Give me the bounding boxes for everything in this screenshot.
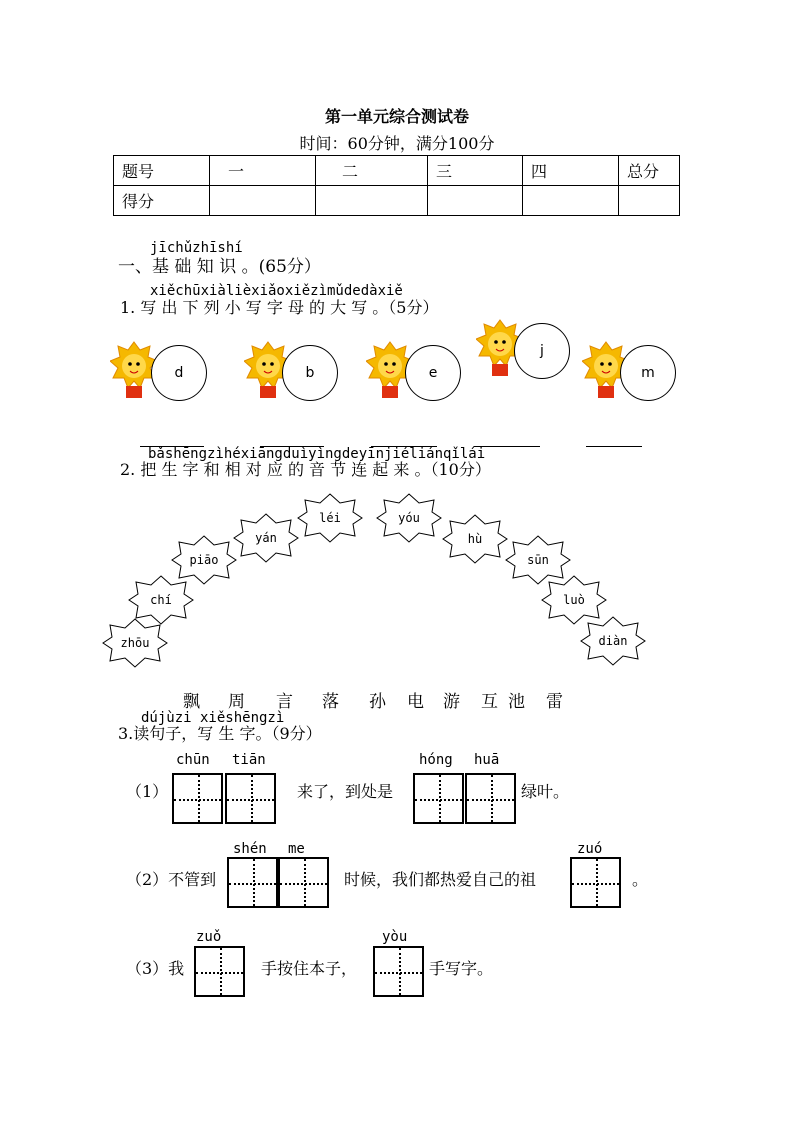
pinyin-label: zuǒ: [196, 929, 222, 945]
letter-circle-m: m: [620, 345, 676, 401]
q3-prompt: 3.读句子，写 生 字。（9分）: [118, 724, 322, 743]
writing-grid[interactable]: [172, 773, 223, 824]
char-item: 孙: [369, 692, 386, 712]
score-input-cell[interactable]: [210, 186, 316, 216]
table-row: [114, 186, 680, 216]
table-cell: 得分: [114, 186, 210, 216]
char-item: 池: [508, 692, 525, 712]
table-cell: 二: [316, 156, 428, 186]
syllable-card: sūn: [505, 535, 571, 585]
writing-grid[interactable]: [413, 773, 464, 824]
score-input-cell[interactable]: [523, 186, 619, 216]
syllable-card: luò: [541, 575, 607, 625]
writing-grid[interactable]: [227, 857, 278, 908]
section1-title: 一、基 础 知 识 。(65分）: [118, 257, 321, 277]
writing-grid[interactable]: [225, 773, 276, 824]
answer-blank[interactable]: [586, 446, 642, 447]
sentence-text: 。: [632, 870, 649, 889]
pinyin-label: shén: [233, 841, 267, 857]
writing-grid[interactable]: [465, 773, 516, 824]
table-cell: 一: [210, 156, 316, 186]
table-row: [114, 156, 680, 186]
pinyin-label: tiān: [232, 752, 266, 768]
table-cell: 题号: [114, 156, 210, 186]
char-item: 电: [407, 692, 424, 712]
q1-prompt: 1. 写 出 下 列 小 写 字 母 的 大 写 。（5分）: [120, 298, 439, 317]
char-item: 言: [276, 692, 293, 712]
syllable-card: piāo: [171, 535, 237, 585]
table-cell: 总分: [619, 156, 680, 186]
sentence-text: 时候，我们都热爱自己的祖: [344, 870, 537, 889]
score-table: [113, 155, 680, 216]
pinyin-label: hóng: [419, 752, 453, 768]
q2-prompt: 2. 把 生 字 和 相 对 应 的 音 节 连 起 来 。（10分）: [120, 460, 491, 479]
section1-pinyin: jīchǔzhīshí: [150, 240, 243, 256]
score-input-cell[interactable]: [428, 186, 523, 216]
pinyin-label: me: [288, 841, 305, 857]
char-item: 落: [322, 692, 339, 712]
score-input-cell[interactable]: [619, 186, 680, 216]
table-cell: 四: [523, 156, 619, 186]
q3-pinyin: dújùzi xiěshēngzì: [141, 710, 285, 726]
syllable-card: yóu: [376, 493, 442, 543]
syllable-card: diàn: [580, 616, 646, 666]
pinyin-label: chūn: [176, 752, 210, 768]
table-cell: 三: [428, 156, 523, 186]
pinyin-label: zuó: [577, 841, 603, 857]
char-item: 互: [481, 692, 498, 712]
char-item: 周: [228, 692, 245, 712]
q1-pinyin: xiěchūxiàlièxiǎoxiězìmǔdedàxiě: [150, 283, 403, 299]
letter-circle-e: e: [405, 345, 461, 401]
sentence-text: 绿叶。: [521, 782, 570, 801]
letter-circle-d: d: [151, 345, 207, 401]
score-input-cell[interactable]: [316, 186, 428, 216]
letter-circle-b: b: [282, 345, 338, 401]
char-item: 雷: [546, 692, 563, 712]
syllable-card: yán: [233, 513, 299, 563]
syllable-card: hù: [442, 514, 508, 564]
sentence-text: （2）不管到: [126, 870, 217, 889]
sentence-number: （1）: [126, 782, 169, 801]
letter-circle-j: j: [514, 323, 570, 379]
sentence-text: 来了，到处是: [297, 782, 394, 801]
pinyin-label: yòu: [382, 929, 408, 945]
writing-grid[interactable]: [373, 946, 424, 997]
sentence-text: （3）我: [126, 959, 185, 978]
q2-pinyin: bǎshēngzìhéxiāngduìyìngdeyīnjiéliánqǐlái: [148, 446, 486, 462]
writing-grid[interactable]: [194, 946, 245, 997]
char-item: 飘: [183, 692, 200, 712]
page-subtitle: 时间：60分钟，满分100分: [299, 134, 495, 153]
syllable-card: chí: [128, 575, 194, 625]
writing-grid[interactable]: [278, 857, 329, 908]
sentence-text: 手写字。: [429, 959, 494, 978]
writing-grid[interactable]: [570, 857, 621, 908]
syllable-card: zhōu: [102, 618, 168, 668]
sentence-text: 手按住本子，: [261, 959, 358, 978]
syllable-card: léi: [297, 493, 363, 543]
char-item: 游: [443, 692, 460, 712]
page-title: 第一单元综合测试卷: [324, 107, 469, 126]
pinyin-label: huā: [474, 752, 500, 768]
